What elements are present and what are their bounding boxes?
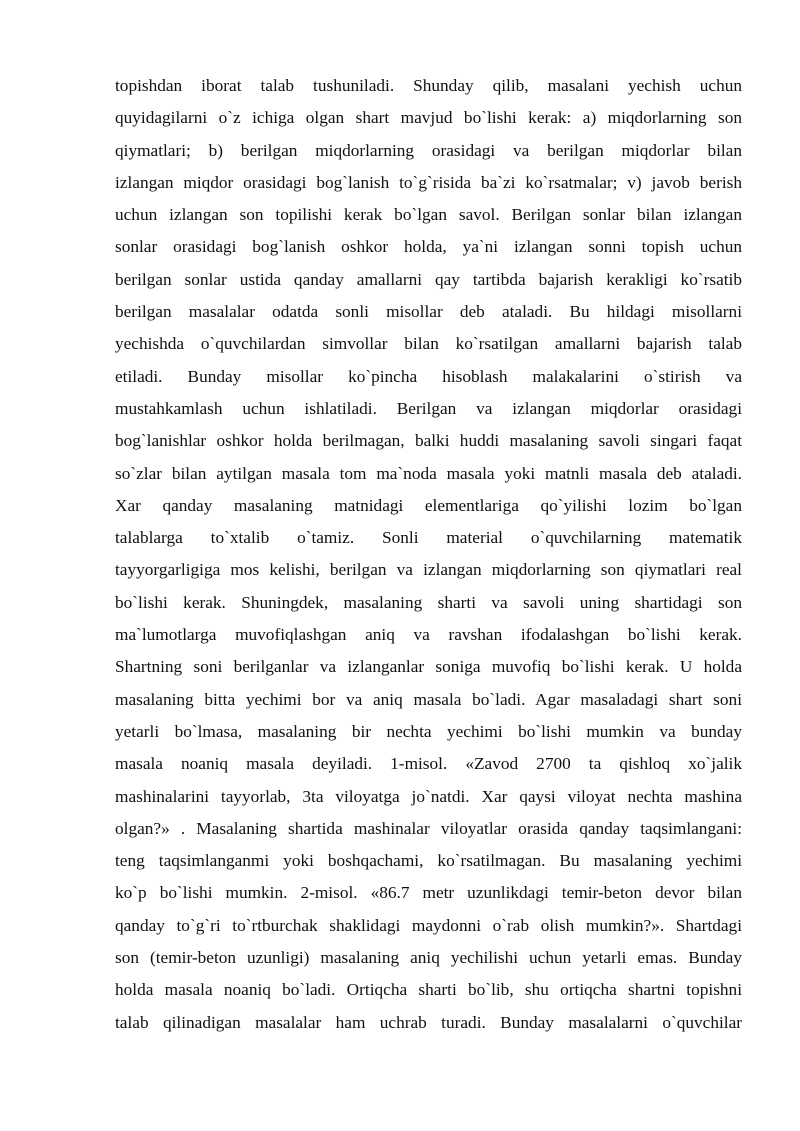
text-line: berilgan sonlar ustida qanday amallarni qay tartibda bajarish kerakligi ko`rsatib [115,269,742,289]
text-line: holda masala noaniq bo`ladi. Ortiqcha sharti bo`lib, shu ortiqcha shartni topishni [115,980,742,1000]
text-line: bog`lanishlar oshkor holda berilmagan, balki huddi masalaning savoli singari faqat [115,431,742,451]
text-line: yetarli bo`lmasa, masalaning bir nechta yechimi bo`lishi mumkin va bunday [115,721,742,741]
text-line: quyidagilarni o`z ichiga olgan shart mavjud bo`lishi kerak: a) miqdorlarning son [115,108,742,128]
text-line: Xar qanday masalaning matnidagi elementlariga qo`yilishi lozim bo`lgan [115,495,742,515]
text-line: masala noaniq masala deyiladi. 1-misol. «Zavod 2700 ta qishloq xo`jalik [115,754,742,774]
text-line: bo`lishi kerak. Shuningdek, masalaning sharti va savoli uning shartidagi son [115,592,742,612]
text-line: uchun izlangan son topilishi kerak bo`lgan savol. Berilgan sonlar bilan izlangan [115,205,742,225]
text-line: mashinalarini tayyorlab, 3ta viloyatga jo`natdi. Xar qaysi viloyat nechta mashina [115,786,742,806]
text-line: Shartning soni berilganlar va izlanganlar soniga muvofiq bo`lishi kerak. U holda [115,657,742,677]
text-line: son (temir-beton uzunligi) masalaning aniq yechilishi uchun yetarli emas. Bunday [115,948,742,968]
text-line: izlangan miqdor orasidagi bog`lanish to`g`risida ba`zi ko`rsatmalar; v) javob berish [115,172,742,192]
text-line: qanday to`g`ri to`rtburchak shaklidagi maydonni o`rab olish mumkin?». Shartdagi [115,915,742,935]
text-line: masalaning bitta yechimi bor va aniq masala bo`ladi. Agar masaladagi shart soni [115,689,742,709]
text-line: ko`p bo`lishi mumkin. 2-misol. «86.7 metr uzunlikdagi temir-beton devor bilan [115,883,742,903]
text-line: so`zlar bilan aytilgan masala tom ma`noda masala yoki matnli masala deb ataladi. [115,463,742,483]
text-line: talablarga to`xtalib o`tamiz. Sonli material o`quvchilarning matematik [115,528,742,548]
text-line: ma`lumotlarga muvofiqlashgan aniq va ravshan ifodalashgan bo`lishi kerak. [115,625,742,645]
body-paragraph [115,70,742,1039]
text-line: etiladi. Bunday misollar ko`pincha hisoblash malakalarini o`stirish va [115,366,742,386]
text-line: olgan?» . Masalaning shartida mashinalar viloyatlar orasida qanday taqsimlangani: [115,818,742,838]
text-line: mustahkamlash uchun ishlatiladi. Berilgan va izlangan miqdorlar orasidagi [115,398,742,418]
text-line: qiymatlari; b) berilgan miqdorlarning orasidagi va berilgan miqdorlar bilan [115,140,742,160]
text-line: talab qilinadigan masalalar ham uchrab turadi. Bunday masalalarni o`quvchilar [115,1012,742,1032]
text-line: topishdan iborat talab tushuniladi. Shunday qilib, masalani yechish uchun [115,76,742,95]
text-line: yechishda o`quvchilardan simvollar bilan ko`rsatilgan amallarni bajarish talab [115,334,742,354]
text-line: sonlar orasidagi bog`lanish oshkor holda, ya`ni izlangan sonni topish uchun [115,237,742,257]
text-line: berilgan masalalar odatda sonli misollar deb ataladi. Bu hildagi misollarni [115,302,742,322]
text-line: tayyorgarligiga mos kelishi, berilgan va izlangan miqdorlarning son qiymatlari real [115,560,742,580]
text-line: teng taqsimlanganmi yoki boshqachami, ko`rsatilmagan. Bu masalaning yechimi [115,851,742,871]
